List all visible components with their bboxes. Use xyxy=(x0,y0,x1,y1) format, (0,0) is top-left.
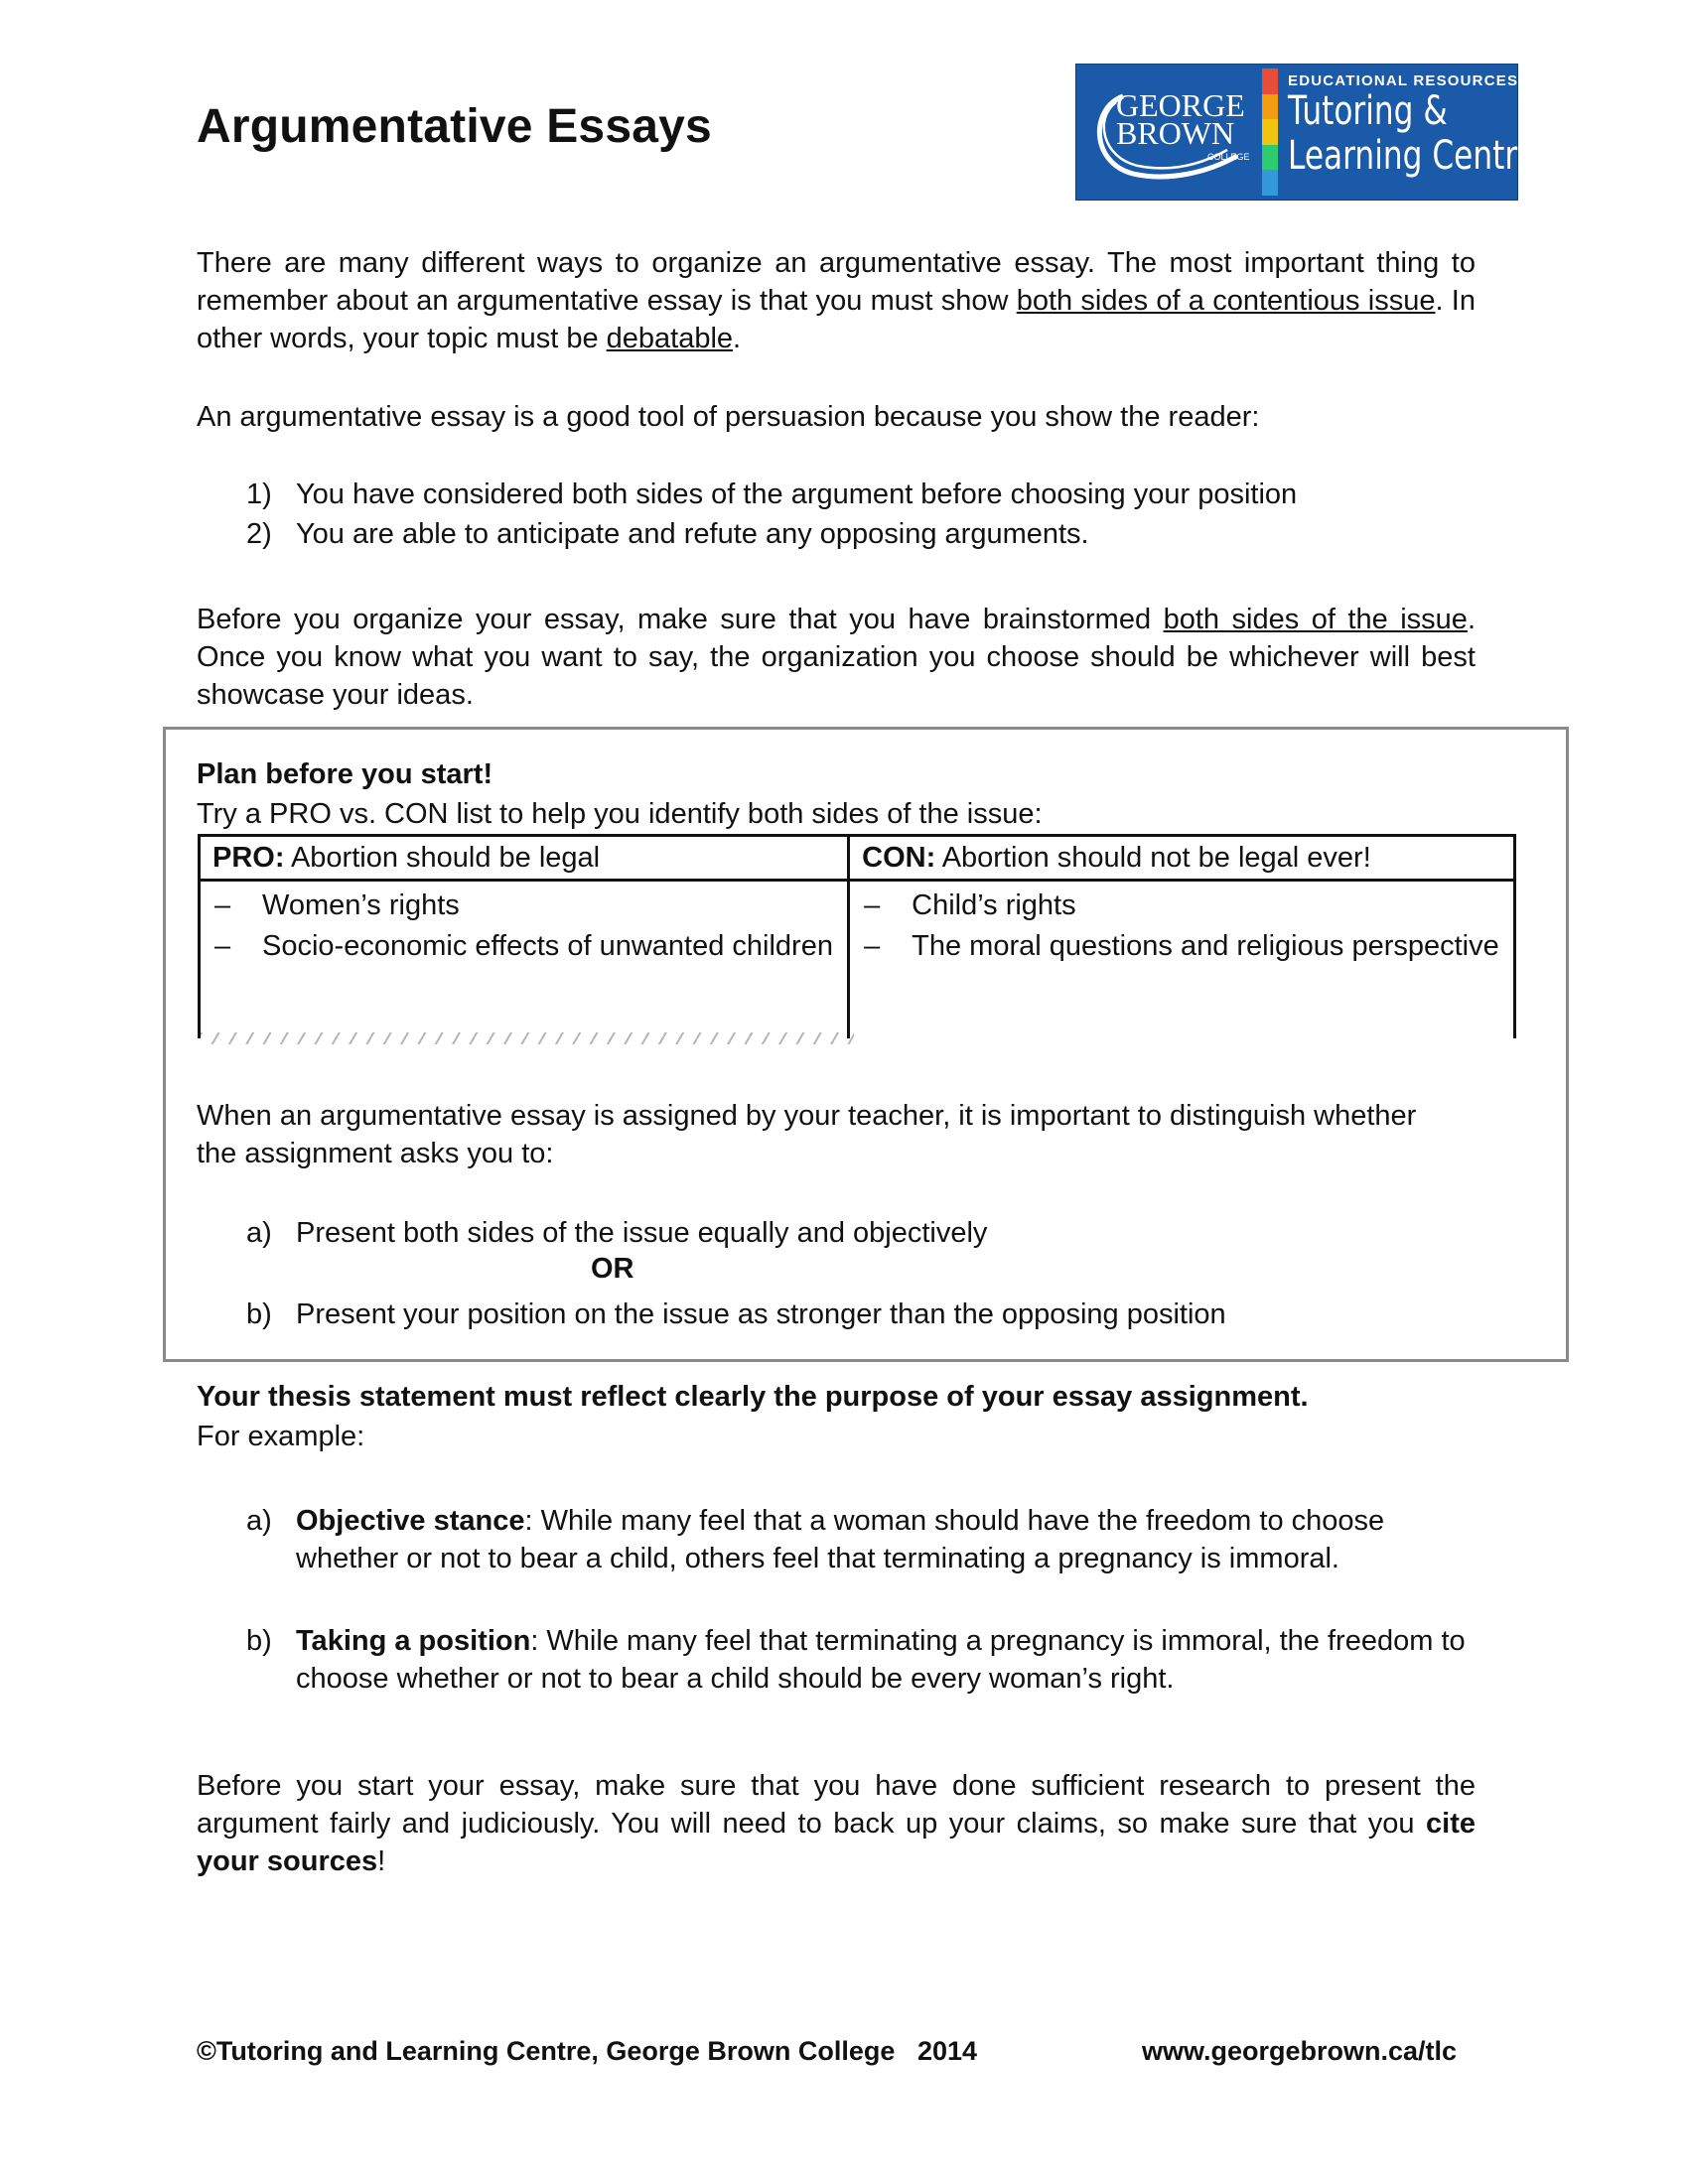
list-item: 2) You are able to anticipate and refute any opposing arguments. xyxy=(246,518,1089,550)
intro-paragraph: There are many different ways to organize an argumentative essay. The most important thing to remember about an argumentative essay is that you must show both sides of a contentious issue. In other words, your topic must be debatable. xyxy=(197,247,1476,354)
con-list xyxy=(849,881,1515,1039)
brainstorm-paragraph: Before you organize your essay, make sure that you have brainstormed both sides of the issue. Once you know what you want to say, the organization you choose should be whichever will best showcase your ideas. xyxy=(197,604,1476,711)
list-item: b) Present your position on the issue as stronger than the opposing position xyxy=(246,1298,1226,1330)
list-item: a) Objective stance: While many feel that a woman should have the freedom to choose whether or not to bear a child, others feel that terminating a pregnancy is immoral. xyxy=(246,1505,1385,1574)
logo-mark-line2: BROWN xyxy=(1116,115,1235,151)
persuasion-paragraph: An argumentative essay is a good tool of persuasion because you show the reader: xyxy=(197,401,1260,433)
list-item: – Socio-economic effects of unwanted children xyxy=(214,930,833,962)
pro-header: PRO: Abortion should be legal xyxy=(200,836,849,881)
list-item: b) Taking a position: While many feel that terminating a pregnancy is immoral, the freedom to choose whether or not to bear a child should be every woman’s right. xyxy=(246,1625,1466,1695)
george-brown-college-logo xyxy=(1075,64,1536,201)
thesis-heading: Your thesis statement must reflect clearly the purpose of your essay assignment. xyxy=(197,1381,1309,1413)
list-item: – Women’s rights xyxy=(214,889,460,921)
con-header: CON: Abortion should not be legal ever! xyxy=(849,836,1515,881)
plan-heading: Plan before you start! xyxy=(197,758,493,790)
pro-con-table xyxy=(198,834,1516,1038)
logo-tagline: EDUCATIONAL RESOURCES xyxy=(1288,72,1519,89)
closing-paragraph: Before you start your essay, make sure that you have done sufficient research to present the argument fairly and judiciously. You will need to back up your claims, so make sure that you cite your sources! xyxy=(197,1770,1476,1877)
assignment-options xyxy=(246,1213,987,1254)
plan-subheading: Try a PRO vs. CON list to help you identify both sides of the issue: xyxy=(197,798,1043,830)
college-mark-icon xyxy=(1088,78,1262,188)
footer-url: www.georgebrown.ca/tlc xyxy=(1142,2036,1458,2066)
logo-name-line2: Learning Centre xyxy=(1288,133,1536,179)
logo-mark-line1: GEORGE xyxy=(1116,87,1245,123)
thesis-example-a xyxy=(246,1502,1487,1577)
logo-name-line1: Tutoring & xyxy=(1288,88,1448,134)
list-item: – Child’s rights xyxy=(864,889,1076,921)
table-bottom-hatch xyxy=(201,1032,854,1044)
for-example-label: For example: xyxy=(197,1421,365,1452)
list-item: – The moral questions and religious perspective xyxy=(864,930,1499,962)
footer-copyright: ©Tutoring and Learning Centre, George Brown College 2014 xyxy=(197,2036,978,2066)
page-title: Argumentative Essays xyxy=(197,100,712,153)
list-item: a) Present both sides of the issue equally and objectively xyxy=(246,1217,988,1249)
thesis-example-b xyxy=(246,1622,1487,1698)
logo-mark-sub: COLLEGE xyxy=(1207,152,1250,162)
assignment-paragraph: When an argumentative essay is assigned by your teacher, it is important to distinguish whether the assignment asks you to: xyxy=(197,1100,1417,1169)
or-separator: OR xyxy=(591,1253,634,1285)
list-item: 1) You have considered both sides of the argument before choosing your position xyxy=(246,478,1298,510)
pro-list xyxy=(200,881,849,1039)
logo-color-stripes xyxy=(1262,68,1278,196)
persuasion-list xyxy=(246,475,1297,554)
assignment-options-b xyxy=(246,1295,1226,1334)
